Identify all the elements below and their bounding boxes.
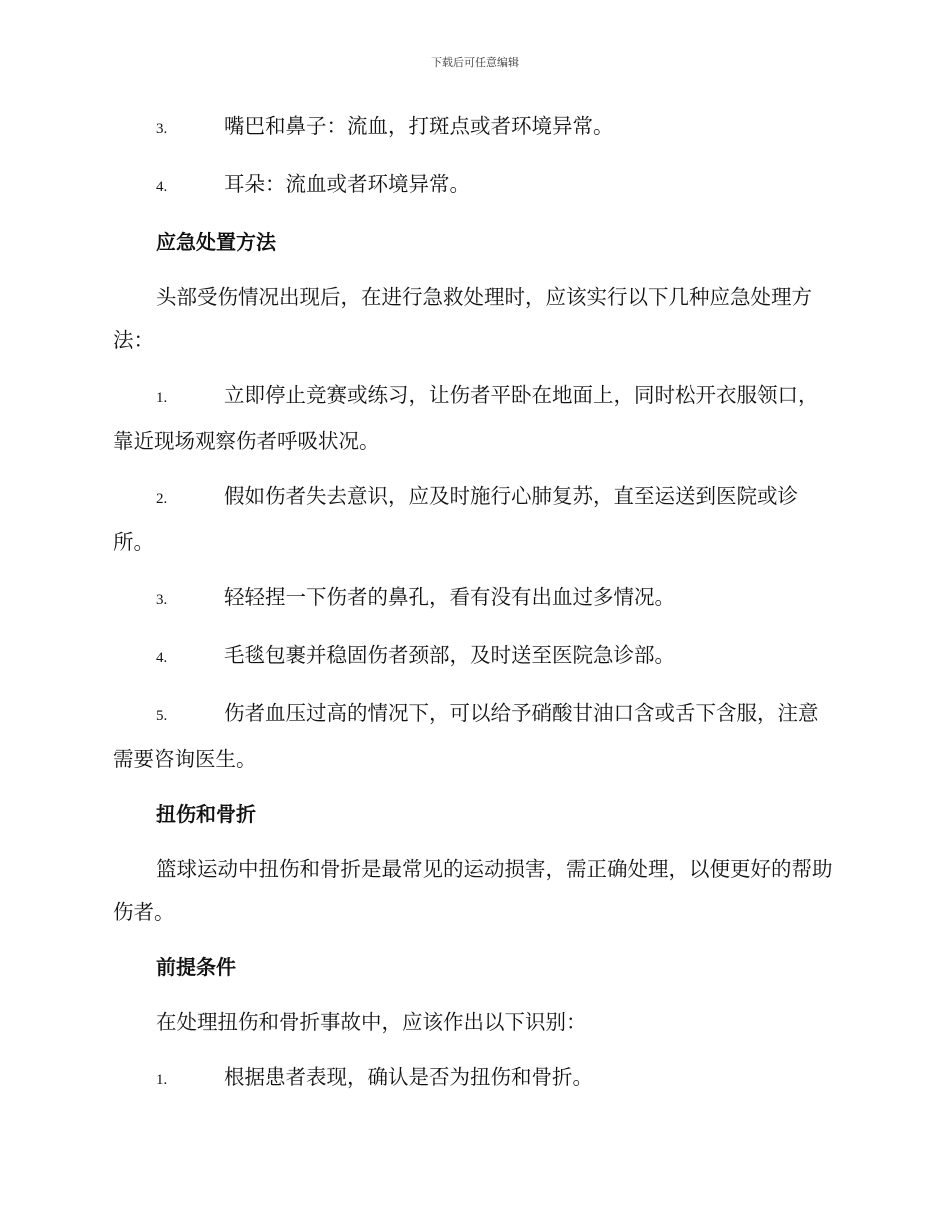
list-text: 嘴巴和鼻子：流血，打斑点或者环境异常。 [224, 114, 614, 138]
list-item [113, 374, 835, 463]
list-number: 1. [156, 390, 168, 406]
list-number: 3. [156, 121, 168, 137]
section-heading: 前提条件 [156, 955, 236, 979]
list-number: 3. [156, 592, 168, 608]
list-text: 伤者血压过高的情况下，可以给予硝酸甘油口含或舌下含服，注意需要咨询医生。 [113, 701, 819, 771]
list-text: 根据患者表现，确认是否为扭伤和骨折。 [224, 1065, 593, 1089]
list-item [113, 105, 835, 151]
paragraph: 头部受伤情况出现后，在进行急救处理时，应该实行以下几种应急处理方法： [113, 285, 812, 352]
list-text: 假如伤者失去意识，应及时施行心肺复苏，直至运送到医院或诊所。 [113, 484, 798, 554]
section-heading: 扭伤和骨折 [156, 802, 256, 826]
list-item [113, 163, 835, 209]
list-number: 4. [156, 179, 168, 195]
section-heading: 应急处置方法 [156, 230, 276, 254]
paragraph: 在处理扭伤和骨折事故中，应该作出以下识别： [156, 1010, 587, 1034]
list-item [113, 475, 835, 564]
list-item [113, 1056, 835, 1102]
list-number: 5. [156, 708, 168, 724]
list-text: 立即停止竞赛或练习，让伤者平卧在地面上，同时松开衣服领口，靠近现场观察伤者呼吸状况。 [113, 383, 819, 453]
list-text: 毛毯包裹并稳固伤者颈部，及时送至医院急诊部。 [224, 643, 675, 667]
list-number: 2. [156, 491, 168, 507]
page-header: 下载后可任意编辑 [431, 56, 519, 69]
paragraph: 篮球运动中扭伤和骨折是最常见的运动损害，需正确处理，以便更好的帮助伤者。 [113, 857, 833, 924]
list-item [113, 634, 835, 680]
list-text: 耳朵：流血或者环境异常。 [224, 172, 470, 196]
list-item [113, 692, 835, 781]
list-text: 轻轻捏一下伤者的鼻孔，看有没有出血过多情况。 [224, 585, 675, 609]
list-item [113, 576, 835, 622]
document-body [113, 105, 835, 1114]
list-number: 4. [156, 650, 168, 666]
list-number: 1. [156, 1072, 168, 1088]
